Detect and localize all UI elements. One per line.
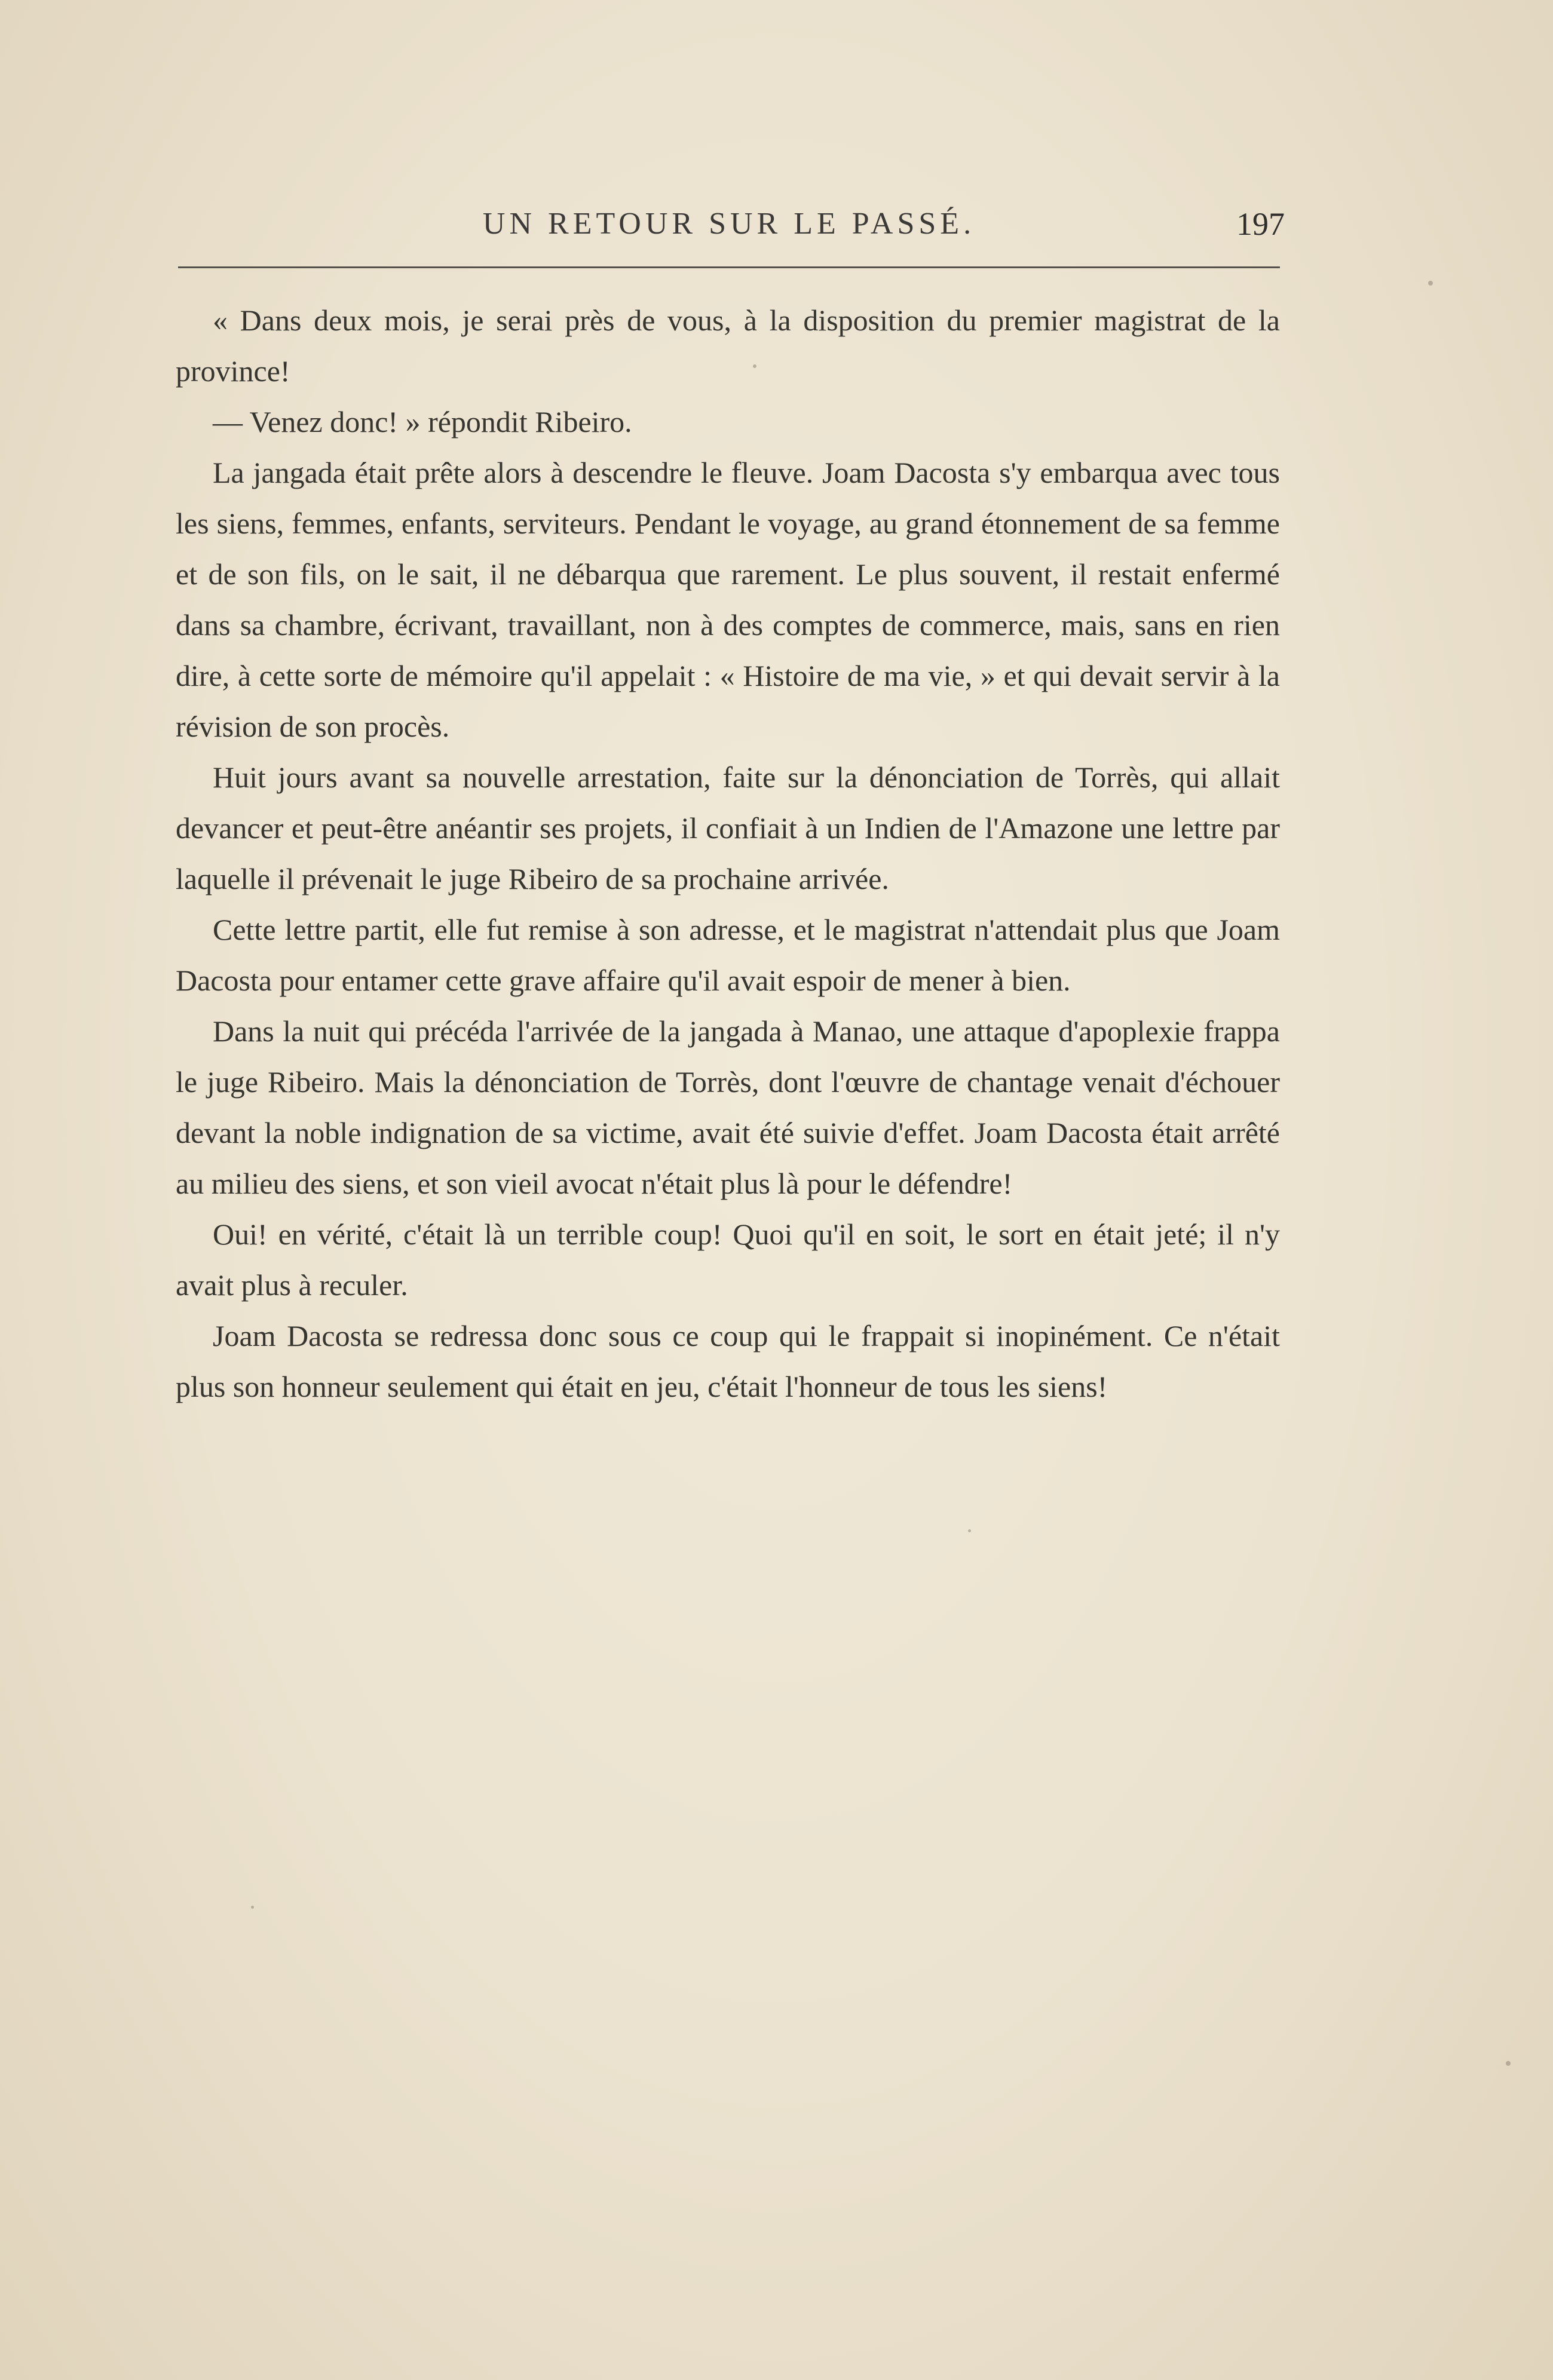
paper-speck — [1428, 281, 1433, 286]
header-rule — [178, 266, 1280, 268]
paragraph: La jangada était prête alors à descendre le fleuve. Joam Dacosta s'y embarqua avec tous les siens, femmes, enfants, serviteurs. Pendant le voyage, au grand étonnement de sa femme et de son fils, on le sait, il ne débarqua que rarement. Le plus souvent, il restait enfermé dans sa chambre, écrivant, travaillant, non à des comptes de commerce, mais, sans en rien dire, à cette sorte de mémoire qu'il appelait : « Histoire de ma vie, » et qui devait servir à la révision de son procès. — [176, 456, 1280, 743]
paper-speck — [968, 1529, 971, 1532]
paper-speck — [251, 1906, 254, 1909]
paragraph: Joam Dacosta se redressa donc sous ce coup qui le frappait si inopinément. Ce n'était plus son honneur seulement qui était en jeu, c'était l'honneur de tous les siens! — [176, 1319, 1280, 1403]
paragraph: Oui! en vérité, c'était là un terrible coup! Quoi qu'il en soit, le sort en était jeté; il n'y avait plus à reculer. — [176, 1217, 1280, 1302]
paragraph: Dans la nuit qui précéda l'arrivée de la jangada à Manao, une attaque d'apoplexie frappa le juge Ribeiro. Mais la dénonciation de Torrès, dont l'œuvre de chantage venait d'échouer devant la noble indignation de sa victime, avait été suivie d'effet. Joam Dacosta était arrêté au milieu des siens, et son vieil avocat n'était plus là pour le défendre! — [176, 1014, 1280, 1200]
paragraph: — Venez donc! » répondit Ribeiro. — [213, 405, 632, 438]
body-text — [176, 295, 1280, 1412]
page-number: 197 — [1236, 206, 1285, 242]
running-title: UN RETOUR SUR LE PASSÉ. — [482, 207, 976, 241]
paragraph: Cette lettre partit, elle fut remise à son adresse, et le magistrat n'attendait plus que Joam Dacosta pour entamer cette grave affaire qu'il avait espoir de mener à bien. — [176, 913, 1280, 997]
paragraph: Huit jours avant sa nouvelle arrestation, faite sur la dénonciation de Torrès, qui allait devancer et peut-être anéantir ses projets, il confiait à un Indien de l'Amazone une lettre par laquelle il prévenait le juge Ribeiro de sa prochaine arrivée. — [176, 760, 1280, 895]
paper-speck — [753, 364, 756, 368]
page-header — [173, 203, 1285, 245]
paper-speck — [1506, 2061, 1511, 2066]
paragraph: « Dans deux mois, je serai près de vous, à la disposition du premier magistrat de la province! — [176, 303, 1280, 388]
